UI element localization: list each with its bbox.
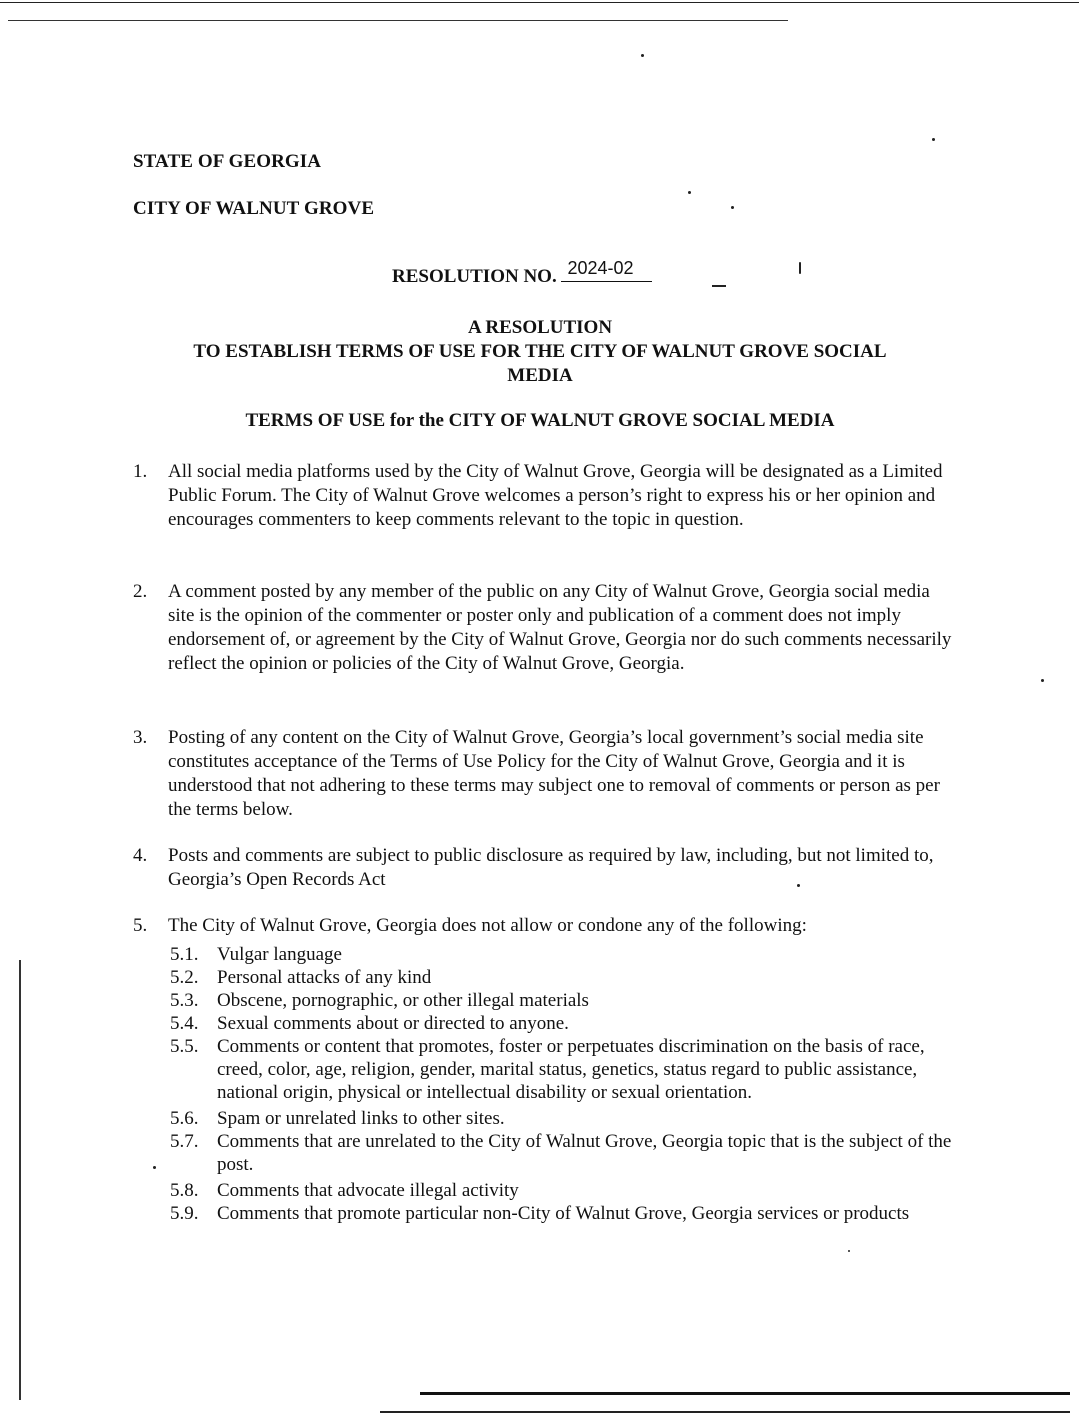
sub-list-item-text: Comments that promote particular non-City of Walnut Grove, Georgia services or products <box>217 1203 910 1224</box>
sub-list-item-number: 5.2. <box>170 967 199 988</box>
scan-speck <box>731 206 734 209</box>
sub-list-item-text: Obscene, pornographic, or other illegal materials <box>217 990 589 1011</box>
resolution-title-line: MEDIA <box>507 365 573 386</box>
sub-list-item-text: Vulgar language <box>217 944 342 965</box>
resolution-title-line: TO ESTABLISH TERMS OF USE FOR THE CITY OF WALNUT GROVE SOCIAL <box>193 341 887 362</box>
scan-artifact-line <box>8 20 788 21</box>
list-item-text: Posts and comments are subject to public disclosure as required by law, including, but not limited to, Georgia’s Open Records Act <box>168 845 934 890</box>
list-item <box>133 844 953 892</box>
sub-list-item <box>170 1012 960 1035</box>
list-item-text: Posting of any content on the City of Walnut Grove, Georgia’s local government’s social media site constitutes acceptance of the Terms of Use Policy for the City of Walnut Grove, Georgia and it is understood that not adhering to these terms may subject one to removal of comments or person as per the terms below. <box>168 727 940 820</box>
list-item-text: All social media platforms used by the City of Walnut Grove, Georgia will be designated as a Limited Public Forum. The City of Walnut Grove welcomes a person’s right to express his or her opinion and encourages commenters to keep comments relevant to the topic in question. <box>168 461 943 530</box>
sub-list-item-number: 5.9. <box>170 1203 199 1224</box>
sub-list-item-number: 5.4. <box>170 1013 199 1034</box>
sub-list-item <box>170 1130 960 1176</box>
sub-list-item <box>170 966 960 989</box>
sub-list-item-text: Sexual comments about or directed to anyone. <box>217 1013 569 1034</box>
sub-list-item <box>170 1202 960 1225</box>
list-item-number: 3. <box>133 727 148 748</box>
sub-list-item-number: 5.5. <box>170 1036 199 1057</box>
sub-list-item <box>170 1035 960 1104</box>
sub-list-item <box>170 989 960 1012</box>
scan-speck <box>932 138 935 141</box>
sub-list-item <box>170 1179 960 1202</box>
sub-list-item-text: Personal attacks of any kind <box>217 967 432 988</box>
scan-speck <box>712 285 726 287</box>
list-item-number: 5. <box>133 915 148 936</box>
list-item-text: A comment posted by any member of the public on any City of Walnut Grove, Georgia social media site is the opinion of the commenter or poster only and publication of a comment does not imply endorsement of, or agreement by the City of Walnut Grove, Georgia nor do such comments necessarily reflect the opinion or policies of the City of Walnut Grove, Georgia. <box>168 581 952 674</box>
resolution-label: RESOLUTION NO. <box>392 266 557 287</box>
sub-list-item-text: Comments that advocate illegal activity <box>217 1180 519 1201</box>
scan-speck <box>1041 679 1044 682</box>
list-item-number: 2. <box>133 581 148 602</box>
scan-speck <box>688 191 691 194</box>
terms-heading: TERMS OF USE for the CITY OF WALNUT GROVE SOCIAL MEDIA <box>245 410 835 431</box>
resolution-number-line <box>392 258 652 290</box>
scan-artifact-line <box>380 1411 1070 1413</box>
resolution-number: 2024-02 <box>561 258 651 282</box>
sub-list-item-number: 5.7. <box>170 1131 199 1152</box>
list-item-text: The City of Walnut Grove, Georgia does not allow or condone any of the following: <box>168 915 807 936</box>
list-item <box>133 914 953 938</box>
resolution-title-line: A RESOLUTION <box>467 317 613 338</box>
list-item <box>133 726 953 822</box>
list-item-number: 1. <box>133 461 148 482</box>
list-item-number: 4. <box>133 845 148 866</box>
sub-list-item <box>170 943 960 966</box>
scan-speck <box>641 54 644 57</box>
scan-speck <box>848 1250 850 1252</box>
scan-artifact-line <box>0 2 1079 3</box>
sub-list-item-number: 5.8. <box>170 1180 199 1201</box>
sub-list-item-text: Spam or unrelated links to other sites. <box>217 1108 505 1129</box>
scan-artifact-line <box>420 1392 1070 1395</box>
resolution-title <box>100 316 980 388</box>
sub-list-item-number: 5.6. <box>170 1108 199 1129</box>
state-heading: STATE OF GEORGIA <box>133 151 322 172</box>
scan-speck <box>799 262 801 274</box>
sub-list-item-text: Comments or content that promotes, foster or perpetuates discrimination on the basis of race, creed, color, age, religion, gender, marital status, genetics, status regard to public assistance, national origin, physical or intellectual disability or sexual orientation. <box>217 1036 925 1103</box>
city-heading: CITY OF WALNUT GROVE <box>133 198 375 219</box>
scan-artifact-edge <box>19 960 21 1400</box>
scan-speck <box>153 1166 156 1169</box>
sub-list-item <box>170 1107 960 1130</box>
sub-list-item-number: 5.3. <box>170 990 199 1011</box>
list-item <box>133 460 953 532</box>
sub-list-item-number: 5.1. <box>170 944 199 965</box>
list-item <box>133 580 953 676</box>
sub-list-item-text: Comments that are unrelated to the City of Walnut Grove, Georgia topic that is the subject of the post. <box>217 1131 952 1175</box>
